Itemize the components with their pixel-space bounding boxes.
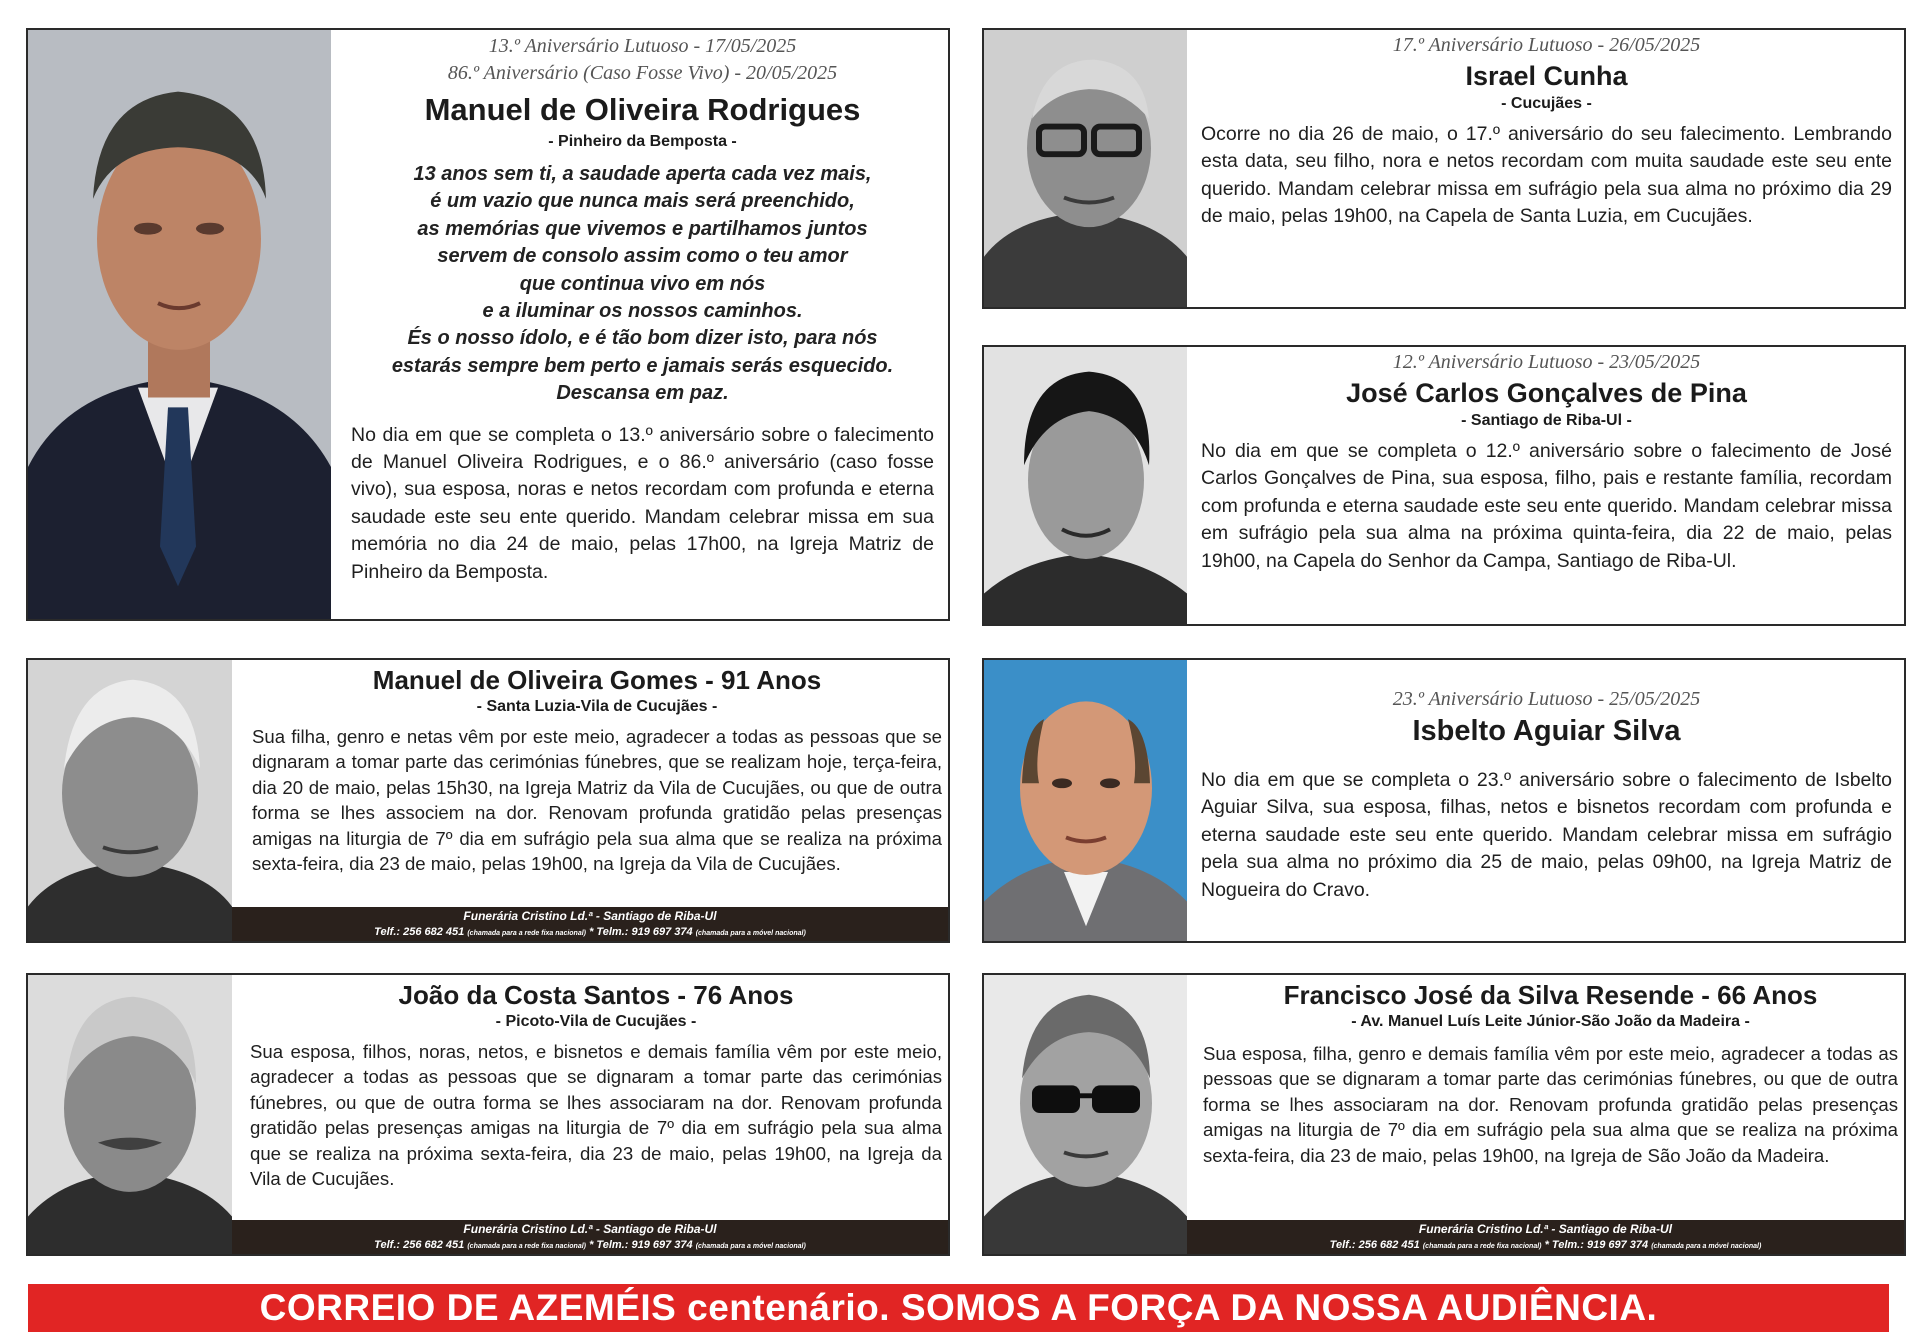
poem-line: servem de consolo assim como o teu amor [437,245,848,268]
notice-card-joao-santos [26,973,950,1256]
notice-text: Ocorre no dia 26 de maio, o 17.º aniversário do seu falecimento. Lembrando esta data, seu filho, nora e netos recordam com muita saudade este seu ente querido. Mandam celebrar missa em sufrágio pela sua alma no próximo dia 29 de maio, pelas 19h00, na Capela de Santa Luzia, em Cucujães. [1201,123,1892,228]
funeral-home-phone: Telf.: 256 682 451 [374,1239,465,1251]
portrait-photo [28,30,331,619]
funeral-home-mobile: * Telm.: 919 697 374 [589,1239,693,1251]
portrait-image-icon [984,30,1187,307]
notice-text: Sua filha, genro e netas vêm por este meio, agradecer a todas as pessoas que se dignaram a tomar parte das cerimónias fúnebres, que se realizam hoje, terça-feira, dia 20 de maio, pelas 15h30, na Igreja Matriz da Vila de Cucujães, ou que de outra forma se lhes associem na dor. Renovam profunda gratidão pelas presenças amigas na liturgia de 7º dia em sufrágio pela sua alma que se realiza na próxima sexta-feira, dia 23 de maio, pelas 19h00, na Igreja da Vila de Cucujães. [252,726,942,875]
poem-line: Descansa em paz. [556,382,729,405]
deceased-name: Francisco José da Silva Resende - 66 Anos [1283,980,1818,1010]
notice-text: No dia em que se completa o 12.º aniversário sobre o falecimento de José Carlos Gonçalves de Pina, sua esposa, filho, pais e restante família, recordam com profunda e eterna saudade este seu ente querido. Mandam celebrar missa em sufrágio pela sua alma na próxima quinta-feira, dia 22 de maio, pelas 19h00, na Capela do Senhor da Campa, Santiago de Riba-Ul. [1201,440,1892,572]
deceased-name: João da Costa Santos - 76 Anos [398,980,794,1010]
deceased-location: - Cucujães - [1501,95,1592,112]
tribute-poem [351,161,934,408]
notice-card-isbelto-silva [982,658,1906,943]
funeral-home-phone-note: (chamada para a rede fixa nacional) [467,930,587,937]
notice-text: No dia em que se completa o 13.º aniversário sobre o falecimento de Manuel Oliveira Rodrigues, e o 86.º aniversário (caso fosse vivo), sua esposa, noras e netos recordam com profunda e eterna saudade este seu ente querido. Mandam celebrar missa em sua memória no dia 24 de maio, pelas 17h00, na Igreja Matriz de Pinheiro da Bemposta. [351,423,934,583]
deceased-location: - Pinheiro da Bemposta - [548,133,737,150]
notice-card-francisco-resende [982,973,1906,1256]
portrait-image-icon [28,30,331,619]
poem-line: que continua vivo em nós [519,272,766,295]
funeral-home-bar [232,907,948,941]
portrait-photo [984,347,1187,624]
deceased-name: Isbelto Aguiar Silva [1412,715,1681,747]
portrait-image-icon [984,660,1187,941]
anniversary-date-secondary: 86.º Aniversário (Caso Fosse Vivo) - 20/05/2025 [447,62,838,84]
notice-card-israel-cunha [982,28,1906,309]
anniversary-date: 23.º Aniversário Lutuoso - 25/05/2025 [1392,688,1701,710]
deceased-location: - Santiago de Riba-Ul - [1461,412,1632,429]
poem-line: é um vazio que nunca mais será preenchido, [430,190,855,213]
funeral-home-name: Funerária Cristino Ld.ª - Santiago de Riba-Ul [463,909,717,923]
anniversary-date: 17.º Aniversário Lutuoso - 26/05/2025 [1392,34,1701,56]
poem-line: e a iluminar os nossos caminhos. [482,300,803,323]
notice-card-manuel-rodrigues [26,28,950,621]
anniversary-date: 13.º Aniversário Lutuoso - 17/05/2025 [488,35,797,57]
portrait-photo [28,975,232,1254]
deceased-location: - Av. Manuel Luís Leite Júnior-São João da Madeira - [1351,1013,1750,1030]
deceased-name: José Carlos Gonçalves de Pina [1346,378,1747,408]
funeral-home-mobile: * Telm.: 919 697 374 [589,926,693,938]
funeral-home-mobile-note: (chamada para a móvel nacional) [695,930,806,937]
portrait-image-icon [984,347,1187,624]
funeral-home-bar [1187,1220,1904,1254]
notice-text: Sua esposa, filhos, noras, netos, e bisnetos e demais família vêm por este meio, agradecer a todas as pessoas que se dignaram a tomar parte das cerimónias fúnebres, ou que de outra forma se lhes associaram na dor. Renovam profunda gratidão pelas presenças amigas na liturgia de 7º dia em sufrágio pela sua alma que se realiza na próxima sexta-feira, dia 23 de maio, pelas 19h00, na Igreja da Vila de Cucujães. [250,1041,942,1190]
newspaper-banner: CORREIO DE AZEMÉIS centenário. SOMOS A FORÇA DA NOSSA AUDIÊNCIA. [28,1284,1889,1332]
deceased-location: - Santa Luzia-Vila de Cucujães - [476,698,718,715]
funeral-home-contacts [232,1237,948,1255]
portrait-photo [984,660,1187,941]
anniversary-date: 12.º Aniversário Lutuoso - 23/05/2025 [1392,351,1701,373]
deceased-name: Manuel de Oliveira Gomes - 91 Anos [372,665,822,695]
deceased-name: Israel Cunha [1465,61,1628,91]
funeral-home-contacts [1187,1237,1904,1255]
funeral-home-phone: Telf.: 256 682 451 [1329,1239,1420,1251]
notice-card-jose-pina [982,345,1906,626]
notice-text: Sua esposa, filha, genro e demais família vêm por este meio, agradecer a todas as pessoas que se dignaram a tomar parte das cerimónias fúnebres, ou que de outra forma se lhes associaram na dor. Renovam profunda gratidão pelas presenças amigas na liturgia de 7º dia em sufrágio pela sua alma que se realiza na próxima sexta-feira, dia 23 de maio, pelas 19h00, na Igreja de São João da Madeira. [1203,1043,1898,1166]
portrait-image-icon [28,975,232,1254]
portrait-photo [984,30,1187,307]
portrait-photo [28,660,232,941]
funeral-home-phone: Telf.: 256 682 451 [374,926,465,938]
poem-line: És o nosso ídolo, e é tão bom dizer isto, para nós [407,327,878,350]
portrait-image-icon [28,660,232,941]
portrait-image-icon [984,975,1187,1254]
portrait-photo [984,975,1187,1254]
deceased-location: - Picoto-Vila de Cucujães - [495,1013,697,1030]
poem-line: 13 anos sem ti, a saudade aperta cada vez mais, [413,163,872,185]
funeral-home-mobile-note: (chamada para a móvel nacional) [695,1243,806,1250]
funeral-home-mobile: * Telm.: 919 697 374 [1544,1239,1649,1251]
notice-text: No dia em que se completa o 23.º aniversário sobre o falecimento de Isbelto Aguiar Silva, sua esposa, filhas, netos e bisnetos recordam com profunda e eterna saudade este seu ente querido. Mandam celebrar missa em sufrágio pela sua alma no próximo dia 25 de maio, pelas 09h00, na Igreja Matriz de Nogueira do Cravo. [1201,769,1892,901]
funeral-home-mobile-note: (chamada para a móvel nacional) [1651,1243,1762,1250]
notice-card-manuel-gomes [26,658,950,943]
poem-line: estarás sempre bem perto e jamais serás esquecido. [391,354,894,377]
funeral-home-name: Funerária Cristino Ld.ª - Santiago de Riba-Ul [1418,1222,1673,1236]
funeral-home-phone-note: (chamada para a rede fixa nacional) [1422,1243,1542,1250]
funeral-home-name: Funerária Cristino Ld.ª - Santiago de Riba-Ul [463,1222,717,1236]
funeral-home-phone-note: (chamada para a rede fixa nacional) [467,1243,587,1250]
poem-line: as memórias que vivemos e partilhamos juntos [417,217,868,240]
deceased-name: Manuel de Oliveira Rodrigues [424,92,861,127]
funeral-home-contacts [232,924,948,942]
funeral-home-bar [232,1220,948,1254]
